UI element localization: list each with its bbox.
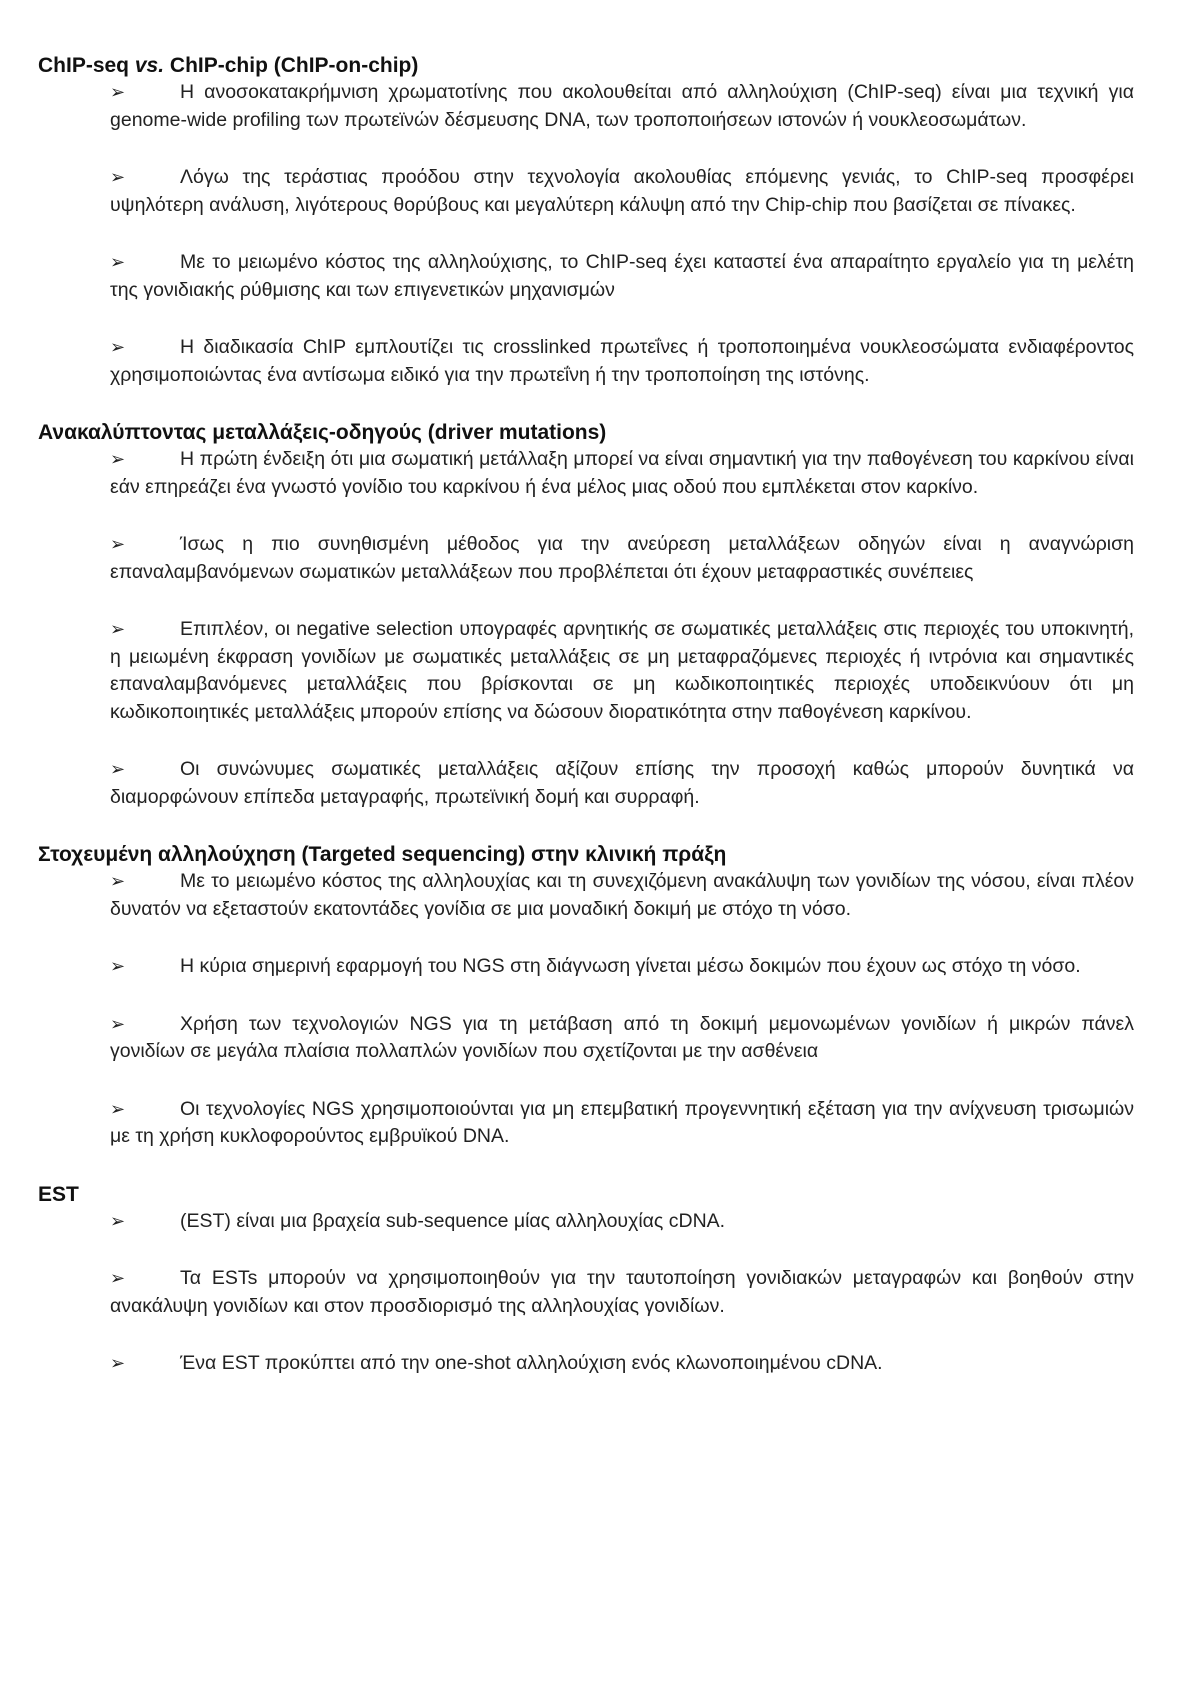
arrow-bullet-icon: ➢	[110, 1353, 126, 1373]
arrow-bullet-icon: ➢	[110, 619, 126, 639]
arrow-bullet-icon: ➢	[110, 956, 126, 976]
arrow-bullet-icon: ➢	[110, 1210, 126, 1231]
bullet-paragraph: ➢ (EST) είναι μια βραχεία sub-sequence μίας αλληλουχίας cDNA.	[110, 1208, 1134, 1236]
bullet-paragraph: ➢ Η διαδικασία ChIP εμπλουτίζει τις crosslinked πρωτεΐνες ή τροποποιημένα νουκλεοσώματα ενδιαφέροντος χρησιμοποιώντας ένα αντίσωμα ειδικό για την πρωτεΐνη ή την τροποποίηση της ιστόνης.	[110, 336, 1134, 386]
bullet-paragraph: ➢ Ένα EST προκύπτει από την one-shot αλληλούχιση ενός κλωνοποιημένου cDNA.	[110, 1350, 1134, 1378]
bullet-paragraph: ➢ Με το μειωμένο κόστος της αλληλουχίας και τη συνεχιζόμενη ανακάλυψη των γονιδίων της νόσου, είναι πλέον δυνατόν να εξεταστούν εκατοντάδες γονίδια σε μια μοναδική δοκιμή με στόχο τη νόσο.	[110, 870, 1134, 920]
arrow-bullet-icon: ➢	[110, 82, 126, 102]
section-est	[38, 1181, 1134, 1378]
arrow-bullet-icon: ➢	[110, 1268, 126, 1288]
arrow-bullet-icon: ➢	[110, 534, 126, 554]
section-heading: ChIP-seq vs. ChIP-chip (ChIP-on-chip)	[38, 54, 419, 77]
bullet-paragraph: ➢ Χρήση των τεχνολογιών NGS για τη μετάβαση από τη δοκιμή μεμονωμένων γονιδίων ή μικρών πάνελ γονιδίων σε μεγάλα πλαίσια πολλαπλών γονιδίων που σχετίζονται με την ασθένεια	[110, 1012, 1134, 1062]
arrow-bullet-icon: ➢	[110, 871, 126, 891]
bullet-paragraph: ➢ Επιπλέον, οι negative selection υπογραφές αρνητικής σε σωματικές μεταλλάξεις στις περιοχές του υποκινητή, η μειωμένη έκφραση γονιδίων με σωματικές μεταλλάξεις σε μη μεταφραζόμενες περιοχές ή ιντρόνια και σημαντικές επαναλαμβανόμενες μεταλλάξεις που βρίσκονται σε μη κωδικοποιητικές περιοχές υποδεικνύουν ότι μη κωδικοποιητικές μεταλλάξεις μπορούν επίσης να δώσουν διορατικότητα στην παθογένεση καρκίνου.	[110, 618, 1134, 723]
arrow-bullet-icon: ➢	[110, 1013, 126, 1034]
section-chip-seq	[38, 52, 1134, 389]
section-heading: Στοχευμένη αλληλούχηση (Targeted sequencing) στην κλινική πράξη	[38, 843, 727, 866]
bullet-paragraph: ➢ Η κύρια σημερινή εφαρμογή του NGS στη διάγνωση γίνεται μέσω δοκιμών που έχουν ως στόχο τη νόσο.	[110, 953, 1134, 981]
arrow-bullet-icon: ➢	[110, 252, 126, 272]
bullet-paragraph: ➢ Η πρώτη ένδειξη ότι μια σωματική μετάλλαξη μπορεί να είναι σημαντική για την παθογένεση του καρκίνου είναι εάν επηρεάζει ένα γνωστό γονίδιο του καρκίνου ή ένα μέλος μιας οδού που εμπλέκεται στον καρκίνο.	[110, 448, 1134, 498]
section-driver-mutations	[38, 419, 1134, 811]
section-heading: EST	[38, 1182, 79, 1206]
bullet-paragraph: ➢ Η ανοσοκατακρήμνιση χρωματοτίνης που ακολουθείται από αλληλούχιση (ChIP-seq) είναι μια τεχνική για genome-wide profiling των πρωτεϊνών δέσμευσης DNA, των τροποποιήσεων ιστονών ή νουκλεοσωμάτων.	[110, 81, 1134, 131]
section-targeted-sequencing	[38, 841, 1134, 1151]
bullet-paragraph: ➢ Με το μειωμένο κόστος της αλληλούχισης, το ChIP-seq έχει καταστεί ένα απαραίτητο εργαλείο για τη μελέτη της γονιδιακής ρύθμισης και των επιγενετικών μηχανισμών	[110, 251, 1134, 301]
bullet-paragraph: ➢ Οι συνώνυμες σωματικές μεταλλάξεις αξίζουν επίσης την προσοχή καθώς μπορούν δυνητικά να διαμορφώνουν επίπεδα μεταγραφής, πρωτεϊνική δομή και συρραφή.	[110, 758, 1134, 808]
arrow-bullet-icon: ➢	[110, 337, 126, 357]
bullet-paragraph: ➢ Οι τεχνολογίες NGS χρησιμοποιούνται για μη επεμβατική προγεννητική εξέταση για την ανίχνευση τρισωμιών με τη χρήση κυκλοφορούντος εμβρυϊκού DNA.	[110, 1097, 1134, 1147]
arrow-bullet-icon: ➢	[110, 1098, 126, 1119]
arrow-bullet-icon: ➢	[110, 759, 126, 779]
section-heading: Ανακαλύπτοντας μεταλλάξεις-οδηγούς (driver mutations)	[38, 421, 607, 444]
arrow-bullet-icon: ➢	[110, 167, 126, 187]
bullet-paragraph: ➢ Τα ESTs μπορούν να χρησιμοποιηθούν για την ταυτοποίηση γονιδιακών μεταγραφών και βοηθούν στην ανακάλυψη γονιδίων και στον προσδιορισμό της αλληλουχίας γονιδίων.	[110, 1267, 1134, 1317]
bullet-paragraph: ➢ Ίσως η πιο συνηθισμένη μέθοδος για την ανεύρεση μεταλλάξεων οδηγών είναι η αναγνώριση επαναλαμβανόμενων σωματικών μεταλλάξεων που προβλέπεται ότι έχουν μεταφραστικές συνέπειες	[110, 533, 1134, 583]
arrow-bullet-icon: ➢	[110, 449, 126, 469]
bullet-paragraph: ➢ Λόγω της τεράστιας προόδου στην τεχνολογία ακολουθίας επόμενης γενιάς, το ChIP-seq προσφέρει υψηλότερη ανάλυση, λιγότερους θορύβους και μεγαλύτερη κάλυψη από την Chip-chip που βασίζεται σε πίνακες.	[110, 166, 1134, 216]
document-content	[38, 52, 1134, 1392]
